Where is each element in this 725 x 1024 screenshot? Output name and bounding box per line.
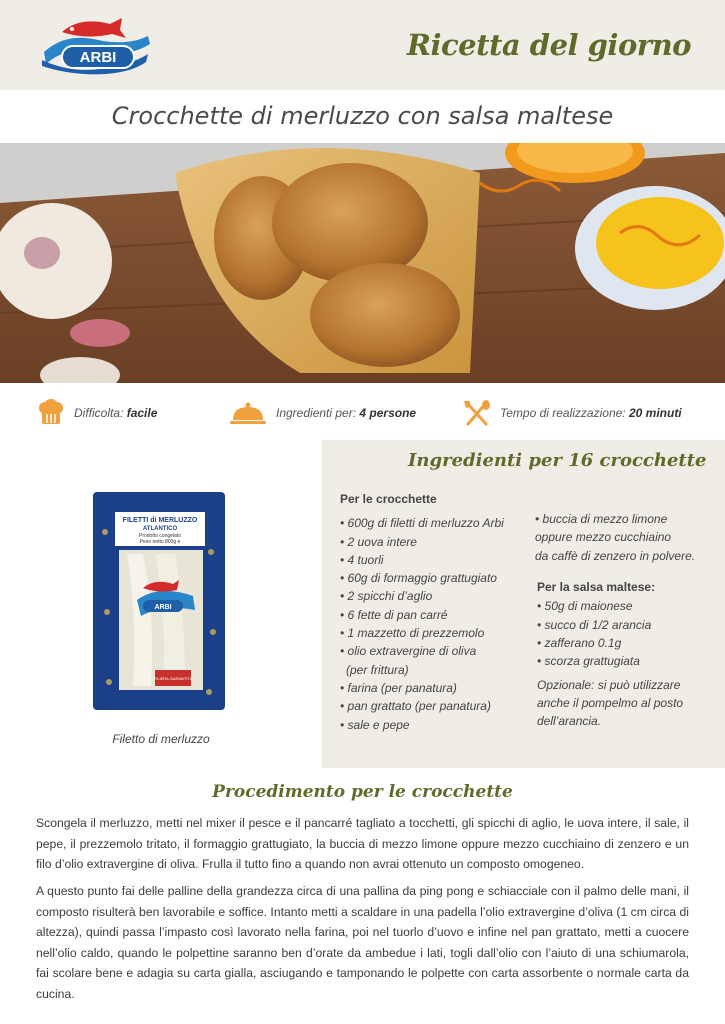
package-line1: Prodotto congelato [139,533,181,539]
ingredient-item: • 4 tuorli [340,552,384,567]
recipe-title: Crocchette di merluzzo con salsa maltese [111,102,614,130]
servings-label: Ingredienti per: [276,406,357,420]
croquettes-heading: Per le crocchette [340,492,437,506]
sauce-heading: Per la salsa maltese: [537,580,656,594]
ingredient-item: • sale e pepe [340,717,410,732]
hero-photo [0,143,725,383]
product-package [93,492,225,710]
extra-ingredients [535,510,720,565]
header-bar [0,0,725,90]
package-seal: FILIERA GARANTITA [153,676,193,681]
note-line: Opzionale: si può utilizzare [537,678,681,692]
ingredient-item: • 60g di formaggio grattugiato [340,571,497,586]
package-line2: Peso netto 800g e [139,539,181,545]
product-caption: Filetto di merluzzo [112,732,210,746]
difficulty-label: Difficolta: [74,406,124,420]
croquettes-ingredients [340,490,530,734]
ingredient-item: • zafferano 0.1g [537,635,622,650]
ingredient-item: • 50g di maionese [537,599,633,614]
ingredient-item: • 2 spicchi d’aglio [340,589,433,604]
utensils-icon [462,399,492,427]
note-line: anche il pompelmo al posto [537,696,684,710]
ingredient-item: • buccia di mezzo limone [535,512,668,526]
note-line: dell’arancia. [537,714,602,728]
logo-text: ARBI [79,49,117,66]
ingredient-item: • 6 fette di pan carré [340,607,448,622]
procedure-title: Procedimento per le crocchette [212,782,513,802]
info-bar [0,383,725,440]
ingredient-item: • farina (per panatura) [340,680,457,695]
ingredient-item: da caffè di zenzero in polvere. [535,548,696,563]
difficulty-info [36,399,157,427]
ingredients-title: Ingredienti per 16 crocchette [408,450,707,471]
ingredient-item: • 600g di filetti di merluzzo Arbi [340,516,504,531]
ingredient-item: (per frittura) [346,662,409,677]
package-title: FILETTI di MERLUZZO [122,517,198,524]
ingredient-item: • 1 mazzetto di prezzemolo [340,626,485,641]
servings-info [228,399,416,427]
difficulty-value: facile [126,406,158,420]
procedure-paragraph-1: Scongela il merluzzo, metti nel mixer il pesce e il pancarré tagliato a tocchetti, gli spicchi di aglio, le uova intere, il sale, il pepe, il prezzemolo tritato, il formaggio grattugiato, la buccia di mezzo limone oppure mezzo cucchiaino di zenzero e un filo d’olio extravergine di oliva. Frulla il tutto fino a quando non avrai ottenuto un composto omogeneo. [36,816,689,871]
ingredient-item: • olio extravergine di oliva [340,644,477,659]
chef-hat-icon [36,399,66,427]
ingredient-item: • scorza grattugiata [537,654,640,669]
recipe-of-day-heading: Ricetta del giorno [406,28,691,62]
ingredient-item: • pan grattato (per panatura) [340,699,491,714]
time-value: 20 minuti [628,406,682,420]
cloche-icon [228,399,268,427]
ingredient-item: oppure mezzo cucchiaino [535,530,672,545]
package-badge: ARBI [154,604,172,611]
servings-value: 4 persone [359,406,417,420]
time-label: Tempo di realizzazione: [500,406,626,420]
optional-note [537,676,717,730]
time-info [462,399,682,427]
procedure-paragraph-2: A questo punto fai delle palline della grandezza circa di una pallina da ping pong e schiacciale con il palmo delle mani, il composto risulterà ben lavorabile e soffice. Intanto metti a scaldare in una padella l’olio extravergine d’oliva (1 cm circa di altezza), quindi passa l’impasto così lavorato nella farina, poi nel tuorlo d’uovo e infine nel pan grattato, metti a cuocere nell’olio caldo, quando le polpettine saranno ben d’orate da ambedue i lati, togli dall’olio con l’aiuto di una schiumarola, fai scolare bene e adagia su carta gialla, asciugando e tamponando le polpette con carta assorbente o normale carta da cucina. [36,884,689,1001]
ingredient-item: • 2 uova intere [340,534,417,549]
sauce-ingredients [537,578,717,670]
arbi-logo [36,10,156,80]
package-subtitle: ATLANTICO [142,526,178,532]
product-panel [0,440,322,768]
ingredient-item: • succo di 1/2 arancia [537,617,652,632]
